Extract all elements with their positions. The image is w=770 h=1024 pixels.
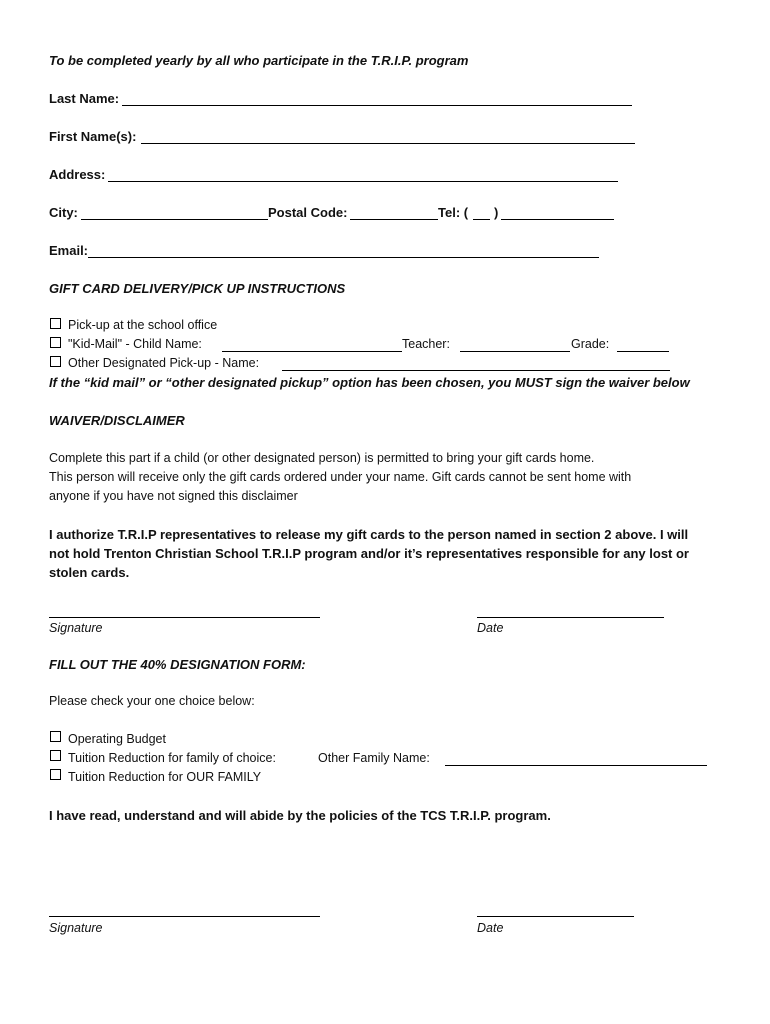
other-family-name-label: Other Family Name: [318, 751, 430, 765]
delivery-heading: GIFT CARD DELIVERY/PICK UP INSTRUCTIONS [49, 281, 346, 296]
waiver-signature-label: Signature [49, 621, 103, 635]
other-family-name-field[interactable] [445, 765, 707, 766]
other-pickup-option-label: Other Designated Pick-up - Name: [68, 356, 260, 370]
other-pickup-name-field[interactable] [282, 370, 670, 371]
designation-heading: FILL OUT THE 40% DESIGNATION FORM: [49, 657, 306, 672]
agreement-date-line[interactable] [477, 916, 634, 917]
agreement-signature-label: Signature [49, 921, 103, 935]
tel-close-paren: ) [494, 205, 499, 220]
waiver-heading: WAIVER/DISCLAIMER [49, 413, 185, 428]
child-name-field[interactable] [222, 351, 402, 352]
waiver-date-label: Date [477, 621, 504, 635]
address-field[interactable] [108, 181, 618, 182]
our-family-checkbox[interactable] [50, 769, 61, 780]
tel-label: Tel: ( [438, 205, 469, 220]
operating-budget-label: Operating Budget [68, 732, 166, 746]
family-of-choice-checkbox[interactable] [50, 750, 61, 761]
other-pickup-checkbox[interactable] [50, 356, 61, 367]
postal-code-label: Postal Code: [268, 205, 348, 220]
city-field[interactable] [81, 219, 268, 220]
grade-label: Grade: [571, 337, 610, 351]
tel-area-code-field[interactable] [473, 219, 490, 220]
waiver-date-line[interactable] [477, 617, 664, 618]
authorization-line-3: stolen cards. [49, 565, 130, 580]
address-label: Address: [49, 167, 106, 182]
our-family-label: Tuition Reduction for OUR FAMILY [68, 770, 262, 784]
form-intro: To be completed yearly by all who participate in the T.R.I.P. program [49, 53, 469, 68]
designation-instruction: Please check your one choice below: [49, 694, 255, 708]
tel-number-field[interactable] [501, 219, 614, 220]
email-label: Email: [49, 243, 89, 258]
agreement-signature-line[interactable] [49, 916, 320, 917]
operating-budget-checkbox[interactable] [50, 731, 61, 742]
waiver-text-line-2: This person will receive only the gift cards ordered under your name. Gift cards cannot be sent home with [49, 470, 632, 484]
kidmail-option-label: "Kid-Mail" - Child Name: [68, 337, 202, 351]
pickup-checkbox[interactable] [50, 318, 61, 329]
waiver-text-line-1: Complete this part if a child (or other designated person) is permitted to bring your gift cards home. [49, 451, 595, 465]
family-of-choice-label: Tuition Reduction for family of choice: [68, 751, 276, 765]
last-name-label: Last Name: [49, 91, 120, 106]
agreement-statement: I have read, understand and will abide by the policies of the TCS T.R.I.P. program. [49, 808, 551, 823]
last-name-field[interactable] [122, 105, 632, 106]
authorization-line-1: I authorize T.R.I.P representatives to release my gift cards to the person named in section 2 above. I will [49, 527, 689, 542]
authorization-line-2: not hold Trenton Christian School T.R.I.P program and/or it’s representatives responsible for any lost or [49, 546, 689, 561]
email-field[interactable] [88, 257, 599, 258]
waiver-signature-line[interactable] [49, 617, 320, 618]
waiver-warning: If the “kid mail” or “other designated pickup” option has been chosen, you MUST sign the waiver below [49, 375, 690, 390]
postal-code-field[interactable] [350, 219, 438, 220]
grade-field[interactable] [617, 351, 669, 352]
teacher-field[interactable] [460, 351, 570, 352]
first-name-field[interactable] [141, 143, 635, 144]
agreement-date-label: Date [477, 921, 504, 935]
waiver-text-line-3: anyone if you have not signed this disclaimer [49, 489, 298, 503]
pickup-option-label: Pick-up at the school office [68, 318, 218, 332]
teacher-label: Teacher: [402, 337, 450, 351]
city-label: City: [49, 205, 78, 220]
first-name-label: First Name(s): [49, 129, 137, 144]
kidmail-checkbox[interactable] [50, 337, 61, 348]
